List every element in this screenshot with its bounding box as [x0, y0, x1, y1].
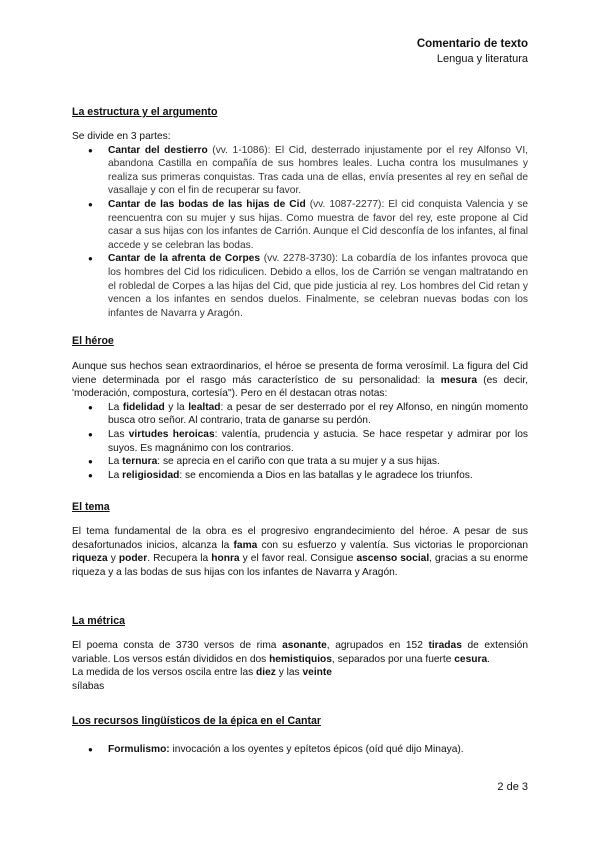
bold-term: Formulismo: [108, 744, 170, 755]
item-text: (vv. 2278-3730): La cobardía de los infantes provoca que los hombres del Cid los ridiculicen. Debido a ellos, los de Carrión se vengan maltratando en el robledal de Corpes a las hijas del Cid, que pide justicia al rey. Los hombres del Cid retan y vencen a los infantes en sendos duelos. Finalmente, se celebran nuevas bodas con los infantes de Navarra y Aragón. [108, 253, 529, 319]
item-bold: Cantar de las bodas de las hijas de Cid [108, 198, 306, 210]
estructura-list [72, 144, 528, 321]
text: . [487, 653, 490, 665]
section-title-heroe: El héroe [72, 335, 114, 347]
bold-term: ascenso social [356, 553, 430, 565]
list-item [108, 743, 528, 757]
text: El tema fundamental de la obra es el progresivo engrandecimiento del héroe. A pesar de sus desafortunados inicios, alcanza la [72, 526, 528, 551]
text: y las [275, 667, 303, 679]
section-body-estructura [72, 130, 528, 320]
estructura-intro: Se divide en 3 partes: [72, 131, 171, 142]
text: La [108, 469, 123, 481]
heroe-list [72, 401, 528, 483]
metrica-paragraph [72, 639, 528, 666]
text: , separados por una fuerte [331, 653, 455, 665]
bold-term: mesura [440, 374, 478, 386]
text: Aunque sus hechos sean extraordinarios, el héroe se presenta de forma verosímil. La figura del Cid viene determinada por el rasgo más característico de su personalidad: la [72, 361, 528, 386]
bold-term: cesura [454, 653, 488, 665]
list-item [108, 428, 528, 455]
bold-term: veinte [302, 667, 332, 679]
text: La [108, 456, 123, 468]
text: y [107, 553, 119, 565]
text: , gracias a su enorme riqueza y a las bodas de sus hijas con los infantes de Navarra y Aragón. [72, 553, 528, 578]
item-text: (vv. 1-1086): El Cid, desterrado injustamente por el rey Alfonso VI, abandona Castilla en compañía de sus hombres leales. Lucha contra los musulmanes y realiza sus primeras conquistas. Tras cada una de ellas, envía presentes al rey en señal de vasallaje y con el fin de recuperar su favor. [108, 144, 528, 197]
recursos-list [72, 743, 528, 757]
text: de extensión variable. Los versos están divididos en dos [72, 640, 528, 665]
section-title-tema: El tema [72, 501, 110, 513]
bold-term: diez [256, 667, 276, 679]
text: . Recupera la [147, 553, 212, 565]
text: Las [108, 428, 129, 440]
section-body-recursos [72, 743, 528, 757]
page-number: 2 de 3 [497, 781, 528, 793]
text: La [108, 401, 123, 413]
section-title-recursos: Los recursos lingüísticos de la épica en el Cantar [72, 715, 322, 727]
bold-term: fidelidad [122, 401, 165, 413]
metrica-line3: sílabas [72, 680, 105, 692]
metrica-line2 [72, 666, 528, 680]
bold-term: ternura [122, 456, 158, 468]
tema-paragraph [72, 525, 528, 579]
list-item [108, 401, 528, 428]
section-title-estructura: La estructura y el argumento [72, 106, 218, 118]
text: : se encomienda a Dios en las batallas y le agradece los triunfos. [179, 469, 473, 481]
header-title: Comentario de texto [416, 38, 528, 50]
heroe-paragraph [72, 360, 528, 401]
header-subtitle: Lengua y literatura [436, 53, 528, 65]
text: : valentía, prudencia y astucia. Se hace respetar y admirar por los suyos. Es magnánimo con los contrarios. [108, 428, 528, 454]
bold-term: virtudes heroicas [128, 428, 215, 440]
text: : a pesar de ser desterrado por el rey Alfonso, en ningún momento busca otro señor. Al contrario, trata de ganarse su perdón. [108, 401, 528, 427]
text: El poema consta de 3730 versos de rima [72, 640, 283, 651]
item-bold: Cantar de la afrenta de Corpes [108, 253, 261, 265]
bold-term: tiradas [428, 640, 462, 651]
section-body-metrica [72, 639, 528, 693]
list-item [108, 252, 528, 320]
list-item [108, 469, 528, 483]
text: (es decir, 'moderación, compostura, cortesía"). Pero en él destacan otras notas: [72, 374, 528, 400]
section-body-tema [72, 525, 528, 579]
bold-term: hemistiquios [269, 653, 332, 665]
list-item [108, 198, 528, 252]
list-item [108, 455, 528, 469]
section-title-metrica: La métrica [72, 615, 125, 627]
list-item [108, 144, 528, 198]
bold-term: honra [211, 553, 240, 565]
item-bold: Cantar del destierro [108, 144, 208, 156]
text: y la [164, 401, 189, 413]
section-body-heroe [72, 360, 528, 482]
text: , agrupados en 152 [326, 640, 429, 651]
bold-term: asonante [282, 640, 327, 651]
bold-term: riqueza [72, 553, 108, 565]
text: : se aprecia en el cariño con que trata a su mujer y a sus hijas. [157, 456, 440, 468]
text: con su esfuerzo y valentía. Sus victorias le proporcionan [257, 539, 528, 551]
text: invocación a los oyentes y epítetos épicos (oíd qué dijo Minaya). [169, 744, 464, 755]
bold-term: religiosidad [122, 469, 180, 481]
bold-term: poder [118, 553, 148, 565]
text: y el favor real. Consigue [239, 553, 357, 565]
item-text: (vv. 1087-2277): El cid conquista Valencia y se reencuentra con su mujer y sus hijas. Como muestra de favor del rey, este propone al Cid casar a sus hijas con los infantes de Carrión. Aunque el Cid desconfía de los infantes, al final accede y se celebran las bodas. [108, 198, 529, 251]
bold-term: fama [233, 539, 258, 551]
text: La medida de los versos oscila entre las [72, 667, 257, 679]
bold-term: lealtad [188, 401, 221, 413]
